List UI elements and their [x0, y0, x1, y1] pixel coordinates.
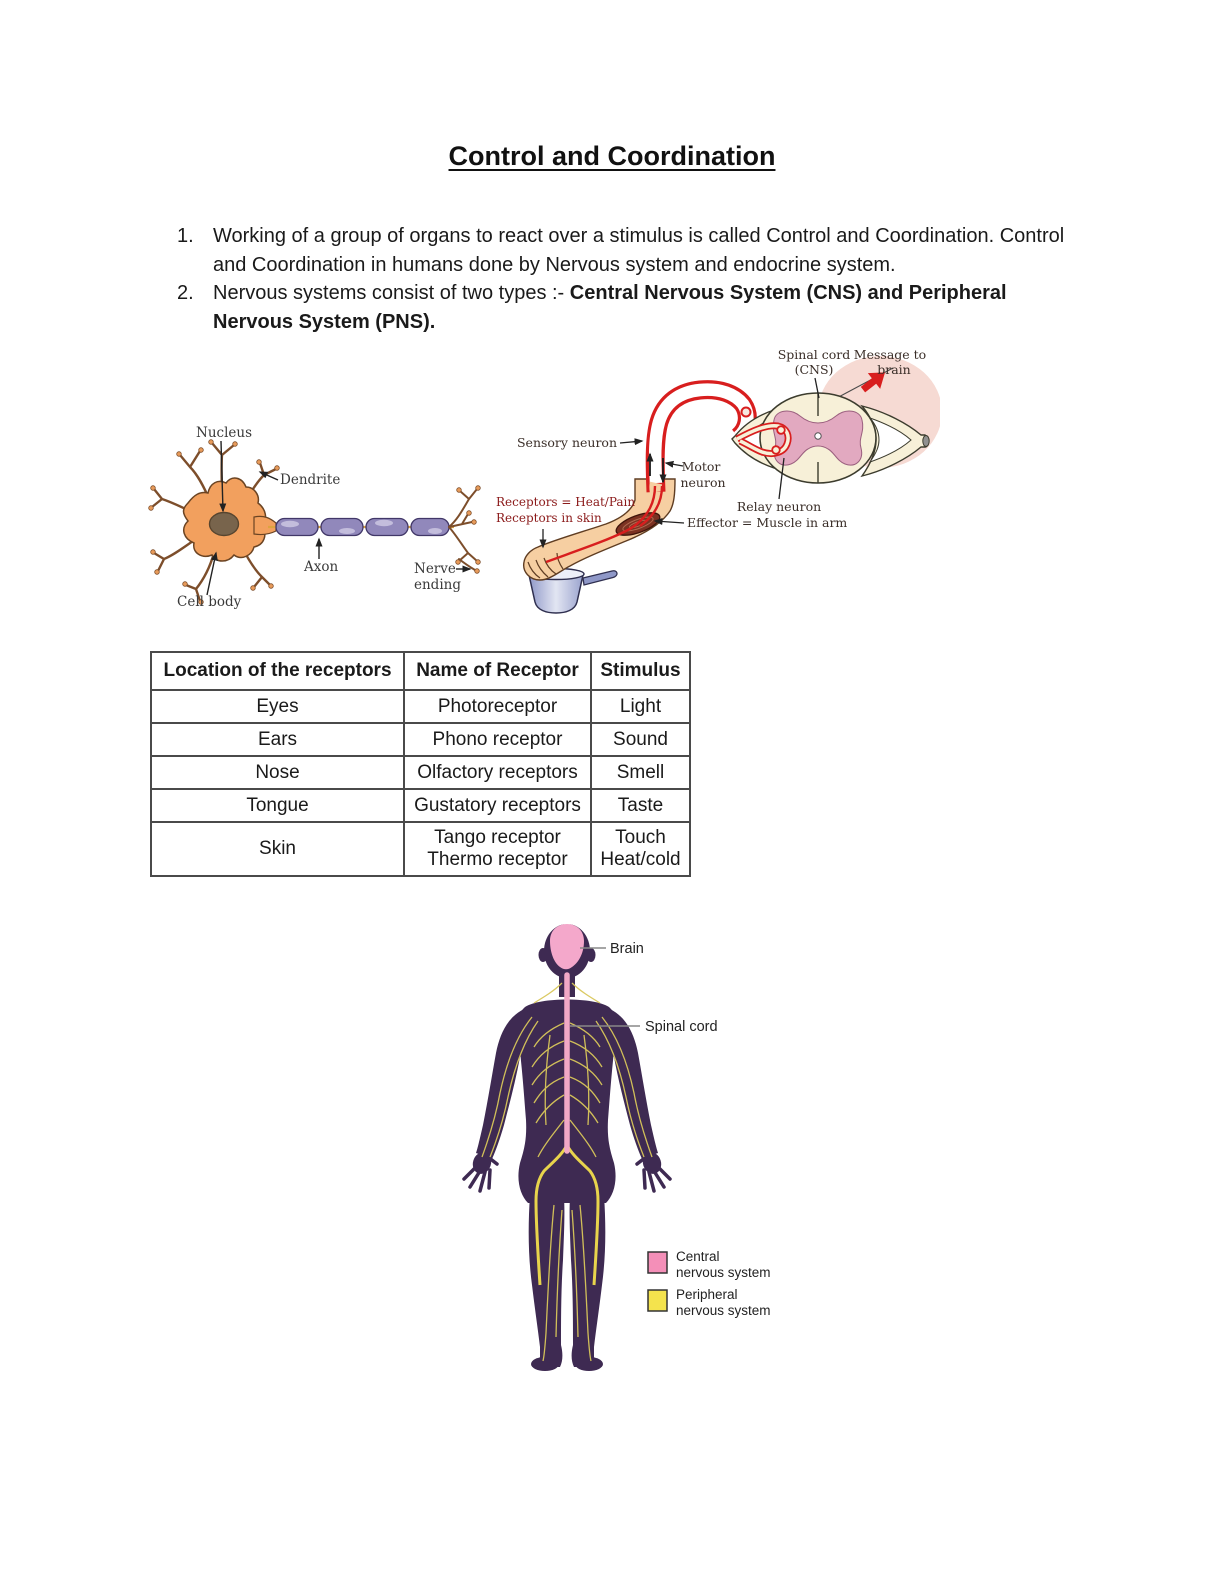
cell-receptor: Photoreceptor: [404, 690, 591, 723]
spinal-cord-label: Spinal cord: [645, 1019, 718, 1035]
table-header-row: [151, 652, 690, 690]
list-item: [177, 222, 1072, 279]
spinal-cord-label: (CNS): [794, 362, 834, 377]
cell-location: Nose: [151, 756, 404, 789]
axon-label: Axon: [304, 559, 339, 575]
ganglion: [742, 408, 751, 417]
table-row: [151, 690, 690, 723]
spinal-cord-label: Spinal cord: [777, 347, 851, 362]
cell-stimulus: Smell: [591, 756, 690, 789]
list-text: Nervous systems consist of two types :- Central Nervous System (CNS) and Peripheral Nervous System (PNS).: [213, 282, 1007, 333]
dendrite-label: Dendrite: [280, 472, 341, 488]
motor-neuron-label: neuron: [680, 475, 726, 490]
table-row: [151, 822, 690, 876]
cell-stimulus: Taste: [591, 789, 690, 822]
nerve-ending-label: Nerve: [414, 561, 456, 577]
table-row: [151, 723, 690, 756]
cns-legend-label: nervous system: [676, 1265, 771, 1280]
nucleus-label: Nucleus: [196, 425, 252, 441]
list-text: Working of a group of organs to react over a stimulus is called Control and Coordination. Control and Coordination in humans done by Nervous system and endocrine system.: [213, 225, 1065, 276]
myelin-sheath: [276, 519, 449, 536]
cell-stimulus: Light: [591, 690, 690, 723]
cell-receptor: Gustatory receptors: [404, 789, 591, 822]
nerve-ending-label: ending: [414, 577, 461, 593]
list-number: 1.: [177, 225, 194, 247]
sensory-neuron-label: Sensory neuron: [516, 435, 617, 450]
cell-receptor: Phono receptor: [404, 723, 591, 756]
receptors-label: Receptors = Heat/Pain: [496, 495, 636, 509]
numbered-list: [177, 222, 1072, 336]
list-item: [177, 279, 1072, 336]
table-row: [151, 756, 690, 789]
cell-stimulus: Touch Heat/cold: [591, 822, 690, 876]
cell-location: Eyes: [151, 690, 404, 723]
axon-hillock: [254, 516, 276, 534]
cell-location: Tongue: [151, 789, 404, 822]
pns-legend-label: Peripheral: [676, 1287, 738, 1302]
nervous-system-figure: [450, 895, 812, 1387]
brain-label: Brain: [610, 941, 644, 957]
effector-label: Effector = Muscle in arm: [687, 515, 848, 530]
receptor-table: [150, 651, 691, 877]
central-canal: [815, 433, 821, 439]
nerve-endings: [449, 489, 477, 570]
col-header-stimulus: Stimulus: [591, 652, 690, 690]
pns-legend-label: nervous system: [676, 1303, 771, 1318]
nucleus: [210, 513, 239, 536]
cell-stimulus: Sound: [591, 723, 690, 756]
col-header-receptor: Name of Receptor: [404, 652, 591, 690]
pns-legend-swatch: [648, 1290, 667, 1311]
message-to-brain-label: brain: [877, 362, 911, 377]
reflex-arc-diagram: [488, 340, 940, 622]
neuron-diagram: [148, 403, 490, 621]
cell-body-label: Cell body: [177, 594, 242, 610]
receptors-label: Receptors in skin: [496, 511, 602, 525]
cell-location: Ears: [151, 723, 404, 756]
page-title: Control and Coordination: [448, 141, 776, 171]
col-header-location: Location of the receptors: [151, 652, 404, 690]
table-row: [151, 789, 690, 822]
message-to-brain-label: Message to: [853, 347, 927, 362]
cell-receptor: Olfactory receptors: [404, 756, 591, 789]
relay-neuron-label: Relay neuron: [736, 499, 822, 514]
list-number: 2.: [177, 282, 194, 304]
cell-location: Skin: [151, 822, 404, 876]
legend: [648, 1249, 771, 1318]
cell-receptor: Tango receptor Thermo receptor: [404, 822, 591, 876]
motor-neuron-label: Motor: [681, 459, 721, 474]
cns-legend-label: Central: [676, 1249, 720, 1264]
cns-legend-swatch: [648, 1252, 667, 1273]
